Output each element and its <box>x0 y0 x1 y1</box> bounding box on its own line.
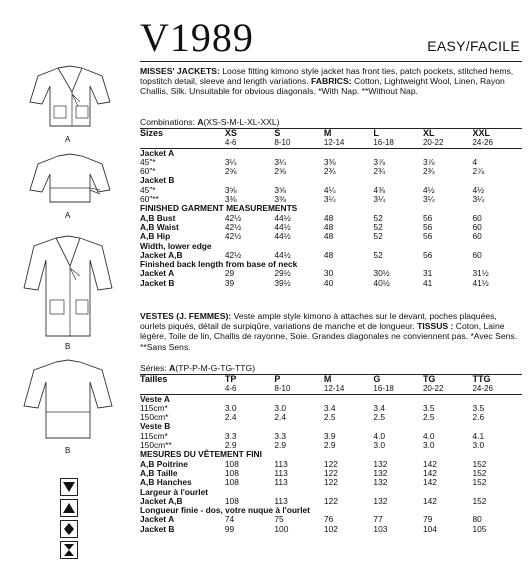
table-cell: 31½ <box>472 268 489 279</box>
size-range: 16-18 <box>373 384 394 394</box>
table-cell: 79 <box>422 514 433 525</box>
table-cell: 4½ <box>422 184 435 195</box>
table-cell: 42½ <box>224 231 242 242</box>
table-cell: 4.0 <box>422 430 435 441</box>
table-cell: 75 <box>274 514 284 525</box>
triangle-double-icon <box>60 520 78 538</box>
size-range: 8-10 <box>274 384 291 394</box>
table-cell: 60 <box>472 249 482 260</box>
table-cell: 48 <box>323 221 334 232</box>
table-cell: 122 <box>323 467 338 478</box>
table-cell: 4¼ <box>323 184 336 195</box>
fabrics-body: Cotton, Lightweight Wool, Linen, Rayon Challis, Silk. Unsuitable for obvious diagonals. *With Nap. **Without Nap. <box>140 76 505 97</box>
table-cell: 40 <box>323 277 334 288</box>
row-label: A,B Poitrine <box>140 458 188 469</box>
row-label: 45"* <box>140 184 156 195</box>
table-cell: 105 <box>472 523 487 534</box>
table-cell: 2⅞ <box>472 166 485 177</box>
size-header: M <box>323 128 332 138</box>
table-cell: 142 <box>422 477 437 488</box>
size-header: XXL <box>472 128 490 138</box>
table-cell: 3.4 <box>373 402 386 413</box>
difficulty-label: EASY/FACILE <box>427 38 520 54</box>
table-cell: 3.3 <box>224 430 237 441</box>
row-label: Jacket A,B <box>140 249 183 260</box>
table-cell: 104 <box>422 523 437 534</box>
triangle-up-icon <box>60 499 78 517</box>
table-cell: 2.9 <box>323 440 336 451</box>
table-cell: 39 <box>224 277 235 288</box>
row-label: Jacket B <box>140 523 175 534</box>
row-label: Jacket A <box>140 514 175 525</box>
french-description-body: Veste ample style kimono à attaches sur le devant, poches plaquées, ourlets piqués, détail de surpiqûre, variations de manche et de longueur. <box>140 311 497 332</box>
table-cell: 113 <box>274 495 288 506</box>
table-cell: 42½ <box>224 212 242 223</box>
row-label: A,B Waist <box>140 221 179 232</box>
table-range-row <box>140 384 522 394</box>
table-cell: 41 <box>422 277 433 288</box>
table-cell: 44½ <box>274 249 291 260</box>
row-label: A,B Hip <box>140 231 171 242</box>
size-header: TTG <box>472 374 491 384</box>
table-cell: 132 <box>373 477 388 488</box>
size-range: 16-18 <box>373 138 394 148</box>
table-cell: 2⅝ <box>274 166 287 177</box>
table-range-row <box>140 138 522 148</box>
table-cell: 77 <box>373 514 383 525</box>
table-cell: 74 <box>224 514 235 525</box>
table-cell: 2⅝ <box>224 166 237 177</box>
table-cell: 3.5 <box>422 402 435 413</box>
table-cell: 3.3 <box>274 430 287 441</box>
table-cell: 2¾ <box>422 166 435 177</box>
table-cell: 4⅜ <box>373 184 386 195</box>
table-cell: 3.5 <box>472 402 485 413</box>
table-cell: 3.9 <box>323 430 336 441</box>
french-fabrics-body: Coton, Laine légère, Toile de lin, Challis de rayonne, Soie. Grandes diagonales ne conviennent pas. *Avec Sens. **Sans Sens. <box>140 321 518 352</box>
sketch-label-a-front: A <box>65 135 71 144</box>
table-section-row: Largeur à l'ourlet <box>140 486 209 497</box>
table-section-row: Longueur finie - dos, votre nuque à l'ourlet <box>140 505 310 516</box>
english-combinations: Combinations: A(XS-S-M-L-XL-XXL) <box>140 117 280 127</box>
table-cell: 60 <box>472 231 482 242</box>
table-cell: 3⅜ <box>323 156 336 167</box>
table-cell: 44½ <box>274 221 291 232</box>
row-label: Jacket B <box>140 277 175 288</box>
table-cell: 3¼ <box>373 194 386 205</box>
english-description <box>140 66 522 97</box>
table-cell: 108 <box>224 458 239 469</box>
table-cell: 52 <box>373 249 383 260</box>
table-row <box>140 279 522 288</box>
table-cell: 3¼ <box>224 156 237 167</box>
table-cell: 3⅞ <box>422 156 435 167</box>
table-cell: 2.5 <box>373 412 386 423</box>
row-label: 150cm** <box>140 440 172 451</box>
table-cell: 152 <box>472 477 487 488</box>
table-cell: 99 <box>224 523 235 534</box>
table-cell: 4½ <box>472 184 485 195</box>
table-cell: 31 <box>422 268 433 279</box>
sketch-label-b-back: B <box>65 446 71 455</box>
table-cell: 142 <box>422 495 437 506</box>
jacket-b-front-sketch <box>22 232 114 340</box>
table-cell: 60 <box>472 221 482 232</box>
table-cell: 152 <box>472 458 487 469</box>
row-label: 150cm* <box>140 412 169 423</box>
size-range: 12-14 <box>323 384 345 394</box>
french-combinations: Séries: A(TP-P-M-G-TG-TTG) <box>140 363 256 373</box>
table-section-row: Finished back length from base of neck <box>140 259 298 270</box>
table-cell: 3¼ <box>472 194 485 205</box>
table-cell: 3.0 <box>274 402 287 413</box>
size-range: 24-26 <box>472 384 493 394</box>
table-cell: 3¼ <box>422 194 435 205</box>
table-cell: 142 <box>422 467 437 478</box>
table-section-row: MESURES DU VÊTEMENT FINI <box>140 449 262 460</box>
table-cell: 122 <box>323 458 338 469</box>
table-cell: 108 <box>224 495 239 506</box>
table-row <box>140 167 522 176</box>
pattern-number: V1989 <box>140 15 254 60</box>
table-cell: 113 <box>274 467 288 478</box>
jacket-a-front-sketch <box>28 62 112 134</box>
table-cell: 3⅜ <box>224 194 237 205</box>
table-cell: 132 <box>373 458 388 469</box>
table-cell: 40½ <box>373 277 390 288</box>
table-cell: 4 <box>472 156 478 167</box>
french-size-table <box>140 374 522 534</box>
size-range: 20-22 <box>422 384 444 394</box>
table-cell: 56 <box>422 249 433 260</box>
table-cell: 2¾ <box>323 166 336 177</box>
table-cell: 42½ <box>224 249 242 260</box>
row-label: 115cm* <box>140 402 168 413</box>
table-cell: 44½ <box>274 231 291 242</box>
table-cell: 2.5 <box>422 412 435 423</box>
table-section-row: Jacket B <box>140 175 175 186</box>
jacket-a-back-sketch <box>28 150 112 210</box>
table-cell: 80 <box>472 514 482 525</box>
table-cell: 52 <box>373 231 383 242</box>
table-cell: 44½ <box>274 212 291 223</box>
table-cell: 2¾ <box>373 166 386 177</box>
table-cell: 41½ <box>472 277 489 288</box>
table-section-row: Jacket A <box>140 147 175 158</box>
table-cell: 56 <box>422 212 433 223</box>
table-cell: 29 <box>224 268 235 279</box>
table-cell: 2.9 <box>274 440 287 451</box>
table-cell: 108 <box>224 477 239 488</box>
size-header: XL <box>422 128 435 138</box>
table-cell: 132 <box>373 467 388 478</box>
size-range: 20-22 <box>422 138 444 148</box>
table-cell: 3¼ <box>323 194 336 205</box>
description-body: Loose fitting kimono style jacket has front ties, patch pockets, stitched hems, topstitch detail, sleeve and length variations. <box>140 66 514 87</box>
triangle-down-icon <box>60 478 78 496</box>
table-cell: 29½ <box>274 268 291 279</box>
table-cell: 2.4 <box>224 412 237 423</box>
table-cell: 2.6 <box>472 412 485 423</box>
size-header: L <box>373 128 379 138</box>
row-label: Jacket A <box>140 268 175 279</box>
table-cell: 3⅞ <box>373 156 386 167</box>
table-cell: 2.4 <box>274 412 287 423</box>
table-cell: 39½ <box>274 277 291 288</box>
size-header: G <box>373 374 381 384</box>
table-cell: 142 <box>422 458 437 469</box>
table-cell: 132 <box>373 495 388 506</box>
table-cell: 30½ <box>373 268 390 279</box>
table-section-row: Veste A <box>140 393 170 404</box>
table-cell: 60 <box>472 212 482 223</box>
size-range: 4-6 <box>224 384 237 394</box>
row-label: 60"** <box>140 194 159 205</box>
size-header: TG <box>422 374 436 384</box>
table-cell: 56 <box>422 221 433 232</box>
table-cell: 3.0 <box>422 440 435 451</box>
table-cell: 102 <box>323 523 338 534</box>
table-cell: 48 <box>323 231 334 242</box>
row-label: 45"* <box>140 156 156 167</box>
row-label: A,B Bust <box>140 212 176 223</box>
table-cell: 108 <box>224 467 239 478</box>
table-cell: 113 <box>274 458 288 469</box>
table-cell: 48 <box>323 249 334 260</box>
table-cell: 76 <box>323 514 334 525</box>
french-fabrics-title: TISSUS : <box>417 321 454 332</box>
table-row <box>140 525 522 534</box>
row-label: 115cm* <box>140 430 168 441</box>
size-header: XS <box>224 128 237 138</box>
table-cell: 3⅝ <box>224 184 237 195</box>
description-title: MISSES' JACKETS: <box>140 66 220 76</box>
size-header: P <box>274 374 281 384</box>
fabric-symbols <box>60 478 80 562</box>
table-cell: 4.0 <box>373 430 386 441</box>
hourglass-icon <box>60 541 78 559</box>
header-divider <box>140 61 522 62</box>
size-range: 12-14 <box>323 138 345 148</box>
table-cell: 152 <box>472 467 487 478</box>
table-cell: 3.0 <box>472 440 485 451</box>
table-cell: 2.9 <box>224 440 237 451</box>
size-header: TP <box>224 374 237 384</box>
sketch-label-a-back: A <box>65 211 71 220</box>
size-range: 24-26 <box>472 138 493 148</box>
sketch-label-b-front: B <box>65 342 71 351</box>
table-section-row: FINISHED GARMENT MEASUREMENTS <box>140 203 298 214</box>
english-size-table <box>140 128 522 288</box>
table-section-row: Width, lower edge <box>140 240 212 251</box>
table-cell: 3.4 <box>323 402 336 413</box>
row-label: A,B Taille <box>140 467 178 478</box>
size-header: M <box>323 374 332 384</box>
table-cell: 122 <box>323 477 338 488</box>
row-label: A,B Hanches <box>140 477 192 488</box>
table-cell: 113 <box>274 477 288 488</box>
table-cell: 3.0 <box>224 402 237 413</box>
table-header-row: Tailles TP P M G TG TTG <box>140 375 522 385</box>
french-description-title: VESTES (J. FEMMES): <box>140 311 232 321</box>
table-cell: 3⅝ <box>274 184 287 195</box>
table-cell: 152 <box>472 495 487 506</box>
table-cell: 48 <box>323 212 334 223</box>
jacket-b-back-sketch <box>22 356 114 442</box>
table-section-row: Veste B <box>140 421 171 432</box>
table-cell: 30 <box>323 268 334 279</box>
table-cell: 122 <box>323 495 338 506</box>
french-description <box>140 311 522 352</box>
table-cell: 4.1 <box>472 430 485 441</box>
row-label: Jacket A,B <box>140 495 183 506</box>
size-range: 4-6 <box>224 138 237 148</box>
table-row <box>140 413 522 422</box>
table-cell: 56 <box>422 231 433 242</box>
table-cell: 103 <box>373 523 388 534</box>
row-label: 60"* <box>140 166 156 177</box>
table-cell: 52 <box>373 212 383 223</box>
table-cell: 42½ <box>224 221 242 232</box>
fabrics-title: FABRICS: <box>311 76 352 87</box>
table-cell: 3⅜ <box>274 194 287 205</box>
size-header: S <box>274 128 281 138</box>
table-cell: 52 <box>373 221 383 232</box>
table-cell: 3.0 <box>373 440 386 451</box>
table-cell: 2.5 <box>323 412 336 423</box>
size-range: 8-10 <box>274 138 291 148</box>
table-header-row: Sizes XS S M L XL XXL <box>140 129 522 139</box>
table-cell: 100 <box>274 523 289 534</box>
table-cell: 3¼ <box>274 156 287 167</box>
